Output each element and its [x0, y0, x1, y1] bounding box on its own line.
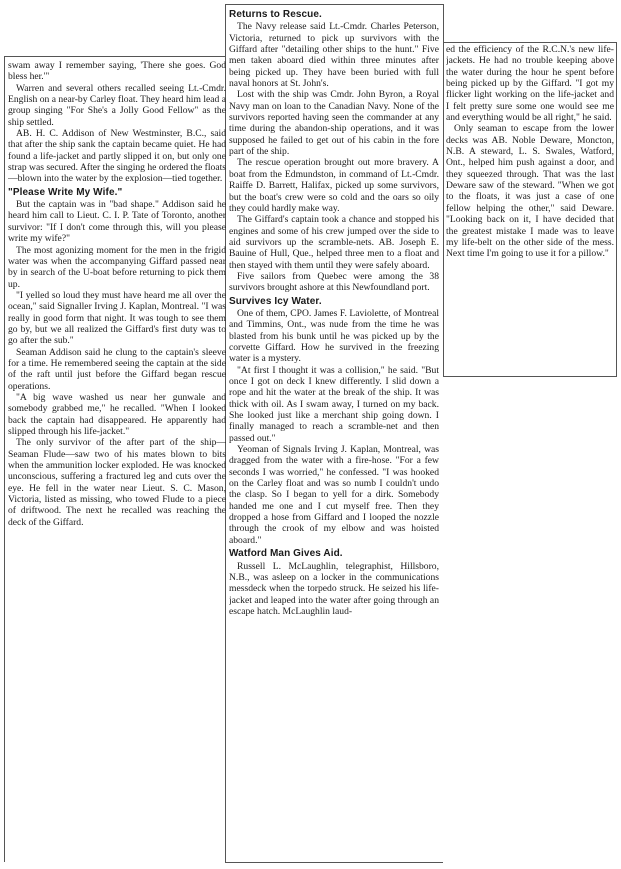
subheading-watford-man-gives-aid: Watford Man Gives Aid. [229, 548, 343, 560]
clipping-border-step [443, 4, 444, 44]
paragraph: But the captain was in "bad shape." Addison said he heard him call to Lieut. C. I. P. Tate of Toronto, another survivor: "If I don't come through this, will you please write my wife?" [8, 199, 226, 245]
paragraph: Russell L. McLaughlin, telegraphist, Hillsboro, N.B., was asleep on a locker in the communications messdeck when the torpedo struck. He seized his life-jacket and leaped into the water after going through an escape hatch. McLaughlin laud- [229, 560, 439, 617]
clipping-border-top-middle [225, 4, 443, 5]
paragraph: The Navy release said Lt.-Cmdr. Charles Peterson, Victoria, returned to pick up survivors with the Giffard after "detailing other ships to the hunt." Five men taken aboard died within three minutes after being picked up. They have been buried with full naval honors at St. John's. [229, 21, 439, 90]
article-column-left [8, 60, 226, 860]
clipping-border-left [4, 56, 5, 862]
paragraph: Only seaman to escape from the lower decks was AB. Noble Deware, Moncton, N.B. A steward, L. S. Swales, Watford, Ont., helped him push against a door, and they squeezed through. That was the last Deware saw of the steward. "When we got to the floats, it was just a case of one fellow helping the other," said Deware. "Looking back on it, I have decided that the greatest mistake I made was to leave my life-belt on the other side of the mess. Next time I'm going to use it for a pillow." [446, 123, 614, 260]
paragraph: AB. H. C. Addison of New Westminster, B.C., said that after the ship sank the captain became quiet. He had found a life-jacket and partly slipped it on, but only one strap was secured. After the singing he ordered the floats—blown into the water by the explosion—tied together. [8, 128, 226, 185]
paragraph: The only survivor of the after part of the ship—Seaman Flude—saw two of his mates blown to bits when the ammunition locker exploded. He was knocked unconscious, suffering a fractured leg and cuts over the eye. He fell in the water near Lieut. S. C. Mason, Victoria, listed as missing, who towed Flude to a piece of driftwood. The next he recalled was reaching the deck of the Giffard. [8, 437, 226, 528]
article-column-right [446, 44, 614, 374]
clipping-border-right-left [443, 42, 444, 377]
paragraph: swam away I remember saying, 'There she goes. God bless her.'" [8, 60, 226, 83]
paragraph: "A big wave washed us near her gunwale and somebody grabbed me," he recalled. "When I looked back the captain had disappeared. He apparently had slipped through his life-jacket." [8, 391, 226, 437]
clipping-border-right-top [443, 42, 617, 43]
subheading-returns-to-rescue: Returns to Rescue. [229, 9, 322, 20]
subheading-survives-icy-water: Survives Icy Water. [229, 295, 322, 307]
article-column-middle [229, 7, 439, 865]
clipping-border-top [4, 56, 226, 57]
paragraph: "I yelled so loud they must have heard me all over the ocean," said Signaller Irving J. Kaplan, Montreal. "I was really in good form that night. It was tough to see them go by, but we all realized the Giffard's first duty was to go after the sub." [8, 289, 226, 347]
paragraph: The rescue operation brought out more bravery. A boat from the Edmundston, in command of Lt.-Cmdr. Raiffe D. Barrett, Halifax, picked up some survivors, but the boat's crew were so cold and the oars so oily they could hardly make way. [229, 157, 439, 214]
paragraph: "At first I thought it was a collision," he said. "But once I got on deck I knew differently. I slid down a rope and hit the water at the break of the ship. It was thick with oil. As I swam away, I turned on my back. She looked just like a merchant ship going down. I finally managed to reach a scramble-net and then passed out." [229, 364, 439, 444]
clipping-border-right [616, 42, 617, 377]
paragraph: The Giffard's captain took a chance and stopped his engines and some of his crew jumped over the side to aid survivors up the scramble-nets. AB. Joseph E. Bauine of Hull, Que., helped three men to a float and then stayed with them until they were safely aboard. [229, 214, 439, 271]
paragraph: One of them, CPO. James F. Laviolette, of Montreal and Timmins, Ont., was nude from the time he was blasted from his bunk until he was picked up by the corvette Giffard. How he survived in the freezing water is a mystery. [229, 307, 439, 365]
paragraph: The most agonizing moment for the men in the frigid water was when the accompanying Giffard passed near by in search of the U-boat before returning to pick them up. [8, 244, 226, 290]
clipping-border-right-bottom [443, 376, 617, 377]
paragraph: Lost with the ship was Cmdr. John Byron, a Royal Navy man on loan to the Canadian Navy. None of the survivors reported having seen the commander at any time during the abandon-ship operations, and it was supposed he failed to get out of his cabin in the fore part of the ship. [229, 89, 439, 158]
paragraph: ed the efficiency of the R.C.N.'s new life-jackets. He had no trouble keeping above the water during the hour he spent before being picked up by the Giffard. "I got my flicker light working on the life-jacket and I felt pretty sure some one would see me and everything would be all right," he said. [446, 44, 614, 124]
paragraph: Warren and several others recalled seeing Lt.-Cmdr. English on a near-by Carley float. They heard him lead a group singing "For She's a Jolly Good Fellow" as the ship settled. [8, 82, 226, 128]
paragraph: Seaman Addison said he clung to the captain's sleeve for a time. He remembered seeing the captain at the side of the raft until just before the Giffard began rescue operations. [8, 346, 226, 392]
paragraph: Five sailors from Quebec were among the 38 survivors brought ashore at this Newfoundland port. [229, 270, 439, 294]
subheading-please-write-my-wife: "Please Write My Wife." [8, 186, 123, 198]
paragraph: Yeoman of Signals Irving J. Kaplan, Montreal, was dragged from the water with a fire-hose. "For a few seconds I was worried," he confessed. "I was hooked on the Carley float and was so numb I couldn't undo the clasp. So I began to yell for a dirk. Somebody handed me one and I cut myself free. Then they dropped a hose from Giffard and I looped the nozzle through the crook of my elbow and was hoisted aboard." [229, 444, 439, 546]
